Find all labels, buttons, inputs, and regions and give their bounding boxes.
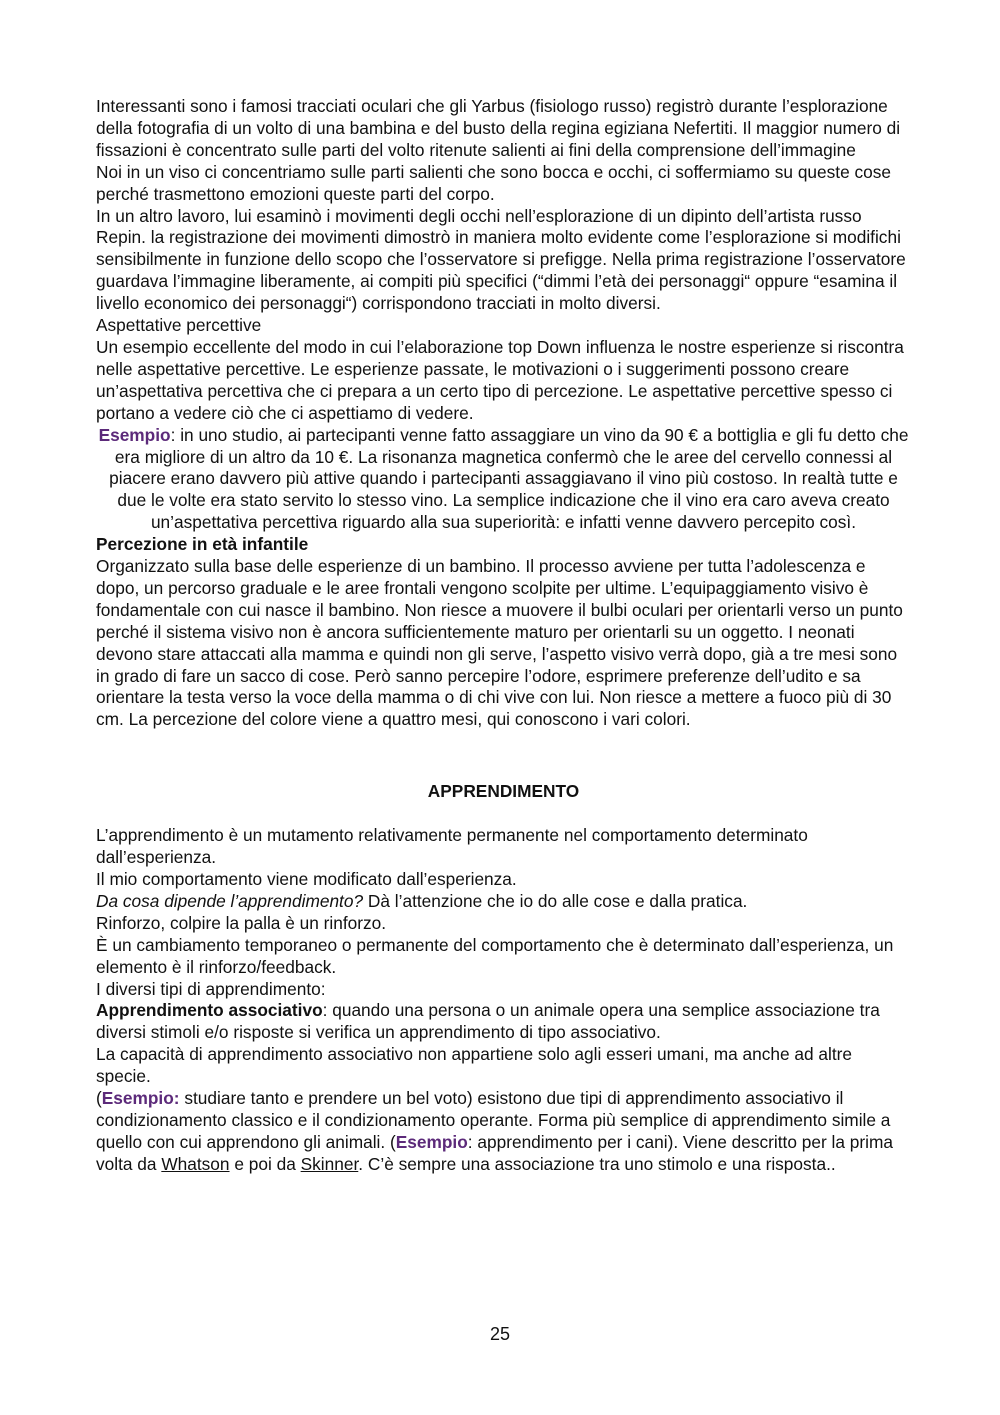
associativo-term: Apprendimento associativo — [96, 1000, 323, 1021]
section-title-apprendimento: APPRENDIMENTO — [427, 781, 580, 802]
paragraph-associativo — [96, 1000, 911, 1044]
associativo-definition: : quando una persona o un animale opera una semplice associazione tra diversi stimoli e/o risposte si verifica un apprendimento di tipo associativo. — [96, 1000, 880, 1043]
heading-percezione-infantile: Percezione in età infantile — [96, 534, 309, 555]
document-body — [96, 96, 911, 1176]
subheading-aspettative: Aspettative percettive — [96, 315, 262, 336]
paragraph-behavior: Il mio comportamento viene modificato dall’esperienza. — [96, 869, 517, 889]
paragraph-specie: La capacità di apprendimento associativo non appartiene solo agli esseri umani, ma anche ad altre specie. — [96, 1044, 853, 1087]
question-italic: Da cosa dipende l’apprendimento? — [96, 890, 364, 911]
paragraph-repin: In un altro lavoro, lui esaminò i movimenti degli occhi nell’esplorazione di un dipinto dell’artista russo Repin. la registrazione dei movimenti dimostrò in maniera molto evidente come l’esplorazione si modifichi sensibilmente in funzione dello scopo che l’osservatore si prefigge. Nella prima registrazione l’osservatore guardava l’immagine liberamente, ai compiti più specifici (“dimmi l’età dei personaggi“ oppure “esamina il livello economico dei personaggi“) corrispondono tracciati in molto diversi. — [96, 205, 906, 314]
paragraph-faces: Noi in un viso ci concentriamo sulle parti salienti che sono bocca e occhi, ci soffermiamo su queste cose perché trasmettono emozioni queste parti del corpo. — [96, 161, 892, 204]
paragraph-question — [96, 891, 911, 913]
example-wine — [96, 425, 911, 535]
paragraph-definition: L’apprendimento è un mutamento relativamente permanente nel comportamento determinato dall’esperienza. — [96, 825, 808, 868]
paragraph-tipi: I diversi tipi di apprendimento: — [96, 978, 326, 999]
example-label: Esempio: — [101, 1088, 180, 1109]
paragraph-rinforzo: Rinforzo, colpire la palla è un rinforzo. — [96, 912, 387, 933]
question-answer: Dà l’attenzione che io do alle cose e dalla pratica. — [363, 890, 748, 911]
paragraph-infantile: Organizzato sulla base delle esperienze di un bambino. Il processo avviene per tutta l’adolescenza e dopo, un percorso graduale e le aree frontali vengono scolpite per ultime. L’equipaggiamento visivo è fondamentale con cui nasce il bambino. Non riesce a muovere il bulbi oculari per orientarli verso un punto perché il sistema visivo non è ancora sufficientemente maturo per orientarli su un oggetto. I neonati devono stare attaccati alla mamma e quindi non gli serve, l’aspetto visivo verrà dopo, già a tre mesi sono in grado di fare un sacco di cose. Però sanno percepire l’odore, esprimere preferenze dell’udito e sa orientare la testa verso la voce della mamma o di chi vive con lui. Non riesce a mettere a fuoco più di 30 cm. La percezione del colore viene a quattro mesi, qui conoscono i vari colori. — [96, 556, 903, 730]
example-label: Esempio — [395, 1131, 468, 1152]
paragraph-yarbus: Interessanti sono i famosi tracciati oculari che gli Yarbus (fisiologo russo) registrò durante l’esplorazione della fotografia di un volto di una bambina e del busto della regina egiziana Nefertiti. Il maggior numero di fissazioni è concentrato sulle parti del volto ritenute salienti ai fini della comprensione dell’immagine — [96, 96, 901, 160]
name-skinner: Skinner — [300, 1153, 359, 1174]
paragraph-condizionamento: (Esempio: studiare tanto e prendere un bel voto) esistono due tipi di apprendimento associativo il condizionamento classico e il condizionamento operante. Forma più semplice di apprendimento simile a quello con cui apprendono gli animali. (Esempio: apprendimento per i cani). Viene descritto per la prima volta da Whatson e poi da Skinner. C’è sempre una associazione tra uno stimolo e una risposta.. — [96, 1088, 893, 1174]
paragraph-cambiamento: È un cambiamento temporaneo o permanente del comportamento che è determinato dall’esperienza, un elemento è il rinforzo/feedback. — [96, 934, 894, 977]
paragraph-aspettative: Un esempio eccellente del modo in cui l’elaborazione top Down influenza le nostre esperienze si riscontra nelle aspettative percettive. Le esperienze passate, le motivazioni o i suggerimenti possono creare un’aspettativa percettiva che ci prepara a un certo tipo di percezione. Le aspettative percettive spesso ci portano a vedere ciò che ci aspettiamo di vedere. — [96, 336, 904, 423]
example-text: : in uno studio, ai partecipanti venne fatto assaggiare un vino da 90 € a bottiglia e gli fu detto che era migliore di un altro da 10 €. La risonanza magnetica confermò che le aree del cervello connessi al piacere erano davvero più attive quando i partecipanti assaggiavano il vino più costoso. In realtà tutte e due le volte era stato servito lo stesso vino. La semplice indicazione che il vino era caro aveva creato un’aspettativa percettiva riguardo alla sua superiorità: e infatti venne davvero percepito così. — [109, 424, 909, 533]
page-number: 25 — [489, 1324, 511, 1344]
name-whatson: Whatson — [161, 1153, 230, 1174]
example-label: Esempio — [98, 424, 171, 445]
